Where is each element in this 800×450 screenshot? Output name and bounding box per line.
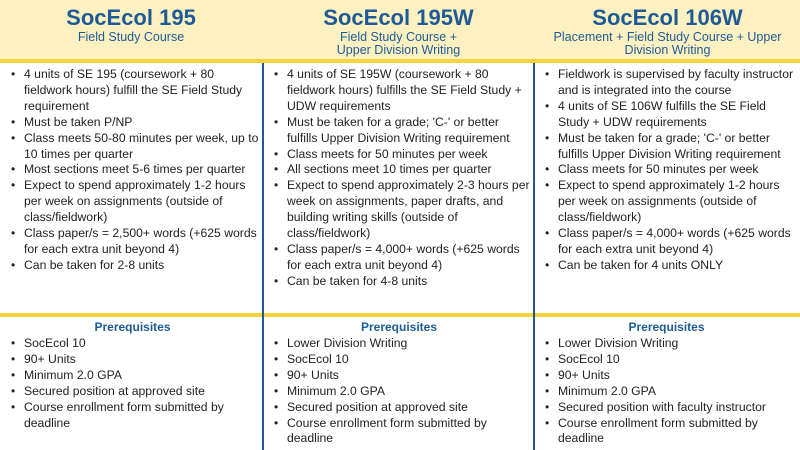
course-subtitle: Placement + Field Study Course + Upper Division Writing <box>553 30 782 57</box>
list-item: • 90+ Units <box>544 368 789 384</box>
list-item: • Can be taken for 4-8 units <box>273 274 531 290</box>
list-item: • 90+ Units <box>273 368 525 384</box>
list-item: • Course enrollment form submitted by deadline <box>544 416 789 448</box>
list-item: • Minimum 2.0 GPA <box>544 384 789 400</box>
list-item: • Most sections meet 5-6 times per quarter <box>10 162 260 178</box>
prerequisites-divider <box>0 313 800 317</box>
list-item: • Minimum 2.0 GPA <box>273 384 525 400</box>
column-header-socecol-195 <box>0 0 262 60</box>
list-item: • All sections meet 10 times per quarter <box>273 162 531 178</box>
list-item: • SocEcol 10 <box>544 352 789 368</box>
list-item: • Class meets 50-80 minutes per week, up to 10 times per quarter <box>10 131 260 163</box>
list-item: • Class meets for 50 minutes per week <box>544 162 794 178</box>
list-item: • Can be taken for 2-8 units <box>10 258 260 274</box>
list-item: • Class paper/s = 2,500+ words (+625 words for each extra unit beyond 4) <box>10 226 260 258</box>
list-item: • 4 units of SE 195 (coursework + 80 fieldwork hours) fulfill the SE Field Study requirement <box>10 67 260 115</box>
course-subtitle: Field Study Course + Upper Division Writing <box>336 30 461 57</box>
list-item: • Secured position with faculty instructor <box>544 400 789 416</box>
column-divider-1 <box>262 63 264 450</box>
prerequisites-heading: Prerequisites <box>628 320 705 334</box>
course-title: SocEcol 106W <box>592 5 743 30</box>
list-item: • 4 units of SE 195W (coursework + 80 fieldwork hours) fulfills the SE Field Study + UDW requirements <box>273 67 531 115</box>
prerequisites-socecol-195 <box>10 320 255 431</box>
list-item: • Lower Division Writing <box>273 336 525 352</box>
course-title: SocEcol 195W <box>323 5 474 30</box>
list-item: • Expect to spend approximately 1-2 hours per week on assignments (outside of class/fieldwork) <box>10 178 260 226</box>
list-item: • SocEcol 10 <box>10 336 255 352</box>
column-divider-2 <box>533 63 535 450</box>
course-subtitle: Field Study Course <box>77 30 185 44</box>
list-item: • Lower Division Writing <box>544 336 789 352</box>
course-details-socecol-195w <box>273 67 531 290</box>
list-item: • Can be taken for 4 units ONLY <box>544 258 794 274</box>
list-item: • SocEcol 10 <box>273 352 525 368</box>
prerequisites-socecol-106w <box>544 320 789 447</box>
course-details-socecol-106w <box>544 67 794 274</box>
course-title: SocEcol 195 <box>66 5 196 30</box>
list-item: • Class paper/s = 4,000+ words (+625 words for each extra unit beyond 4) <box>544 226 794 258</box>
list-item: • 90+ Units <box>10 352 255 368</box>
list-item: • Expect to spend approximately 1-2 hours per week on assignments (outside of class/fieldwork) <box>544 178 794 226</box>
list-item: • Class meets for 50 minutes per week <box>273 147 531 163</box>
list-item: • 4 units of SE 106W fulfills the SE Field Study + UDW requirements <box>544 99 794 131</box>
course-details-socecol-195 <box>10 67 260 274</box>
list-item: • Minimum 2.0 GPA <box>10 368 255 384</box>
prerequisites-list <box>10 336 255 431</box>
column-header-socecol-195w <box>264 0 533 60</box>
list-item: • Secured position at approved site <box>273 400 525 416</box>
list-item: • Must be taken for a grade; 'C-' or better fulfills Upper Division Writing requirement <box>544 131 794 163</box>
list-item: • Fieldwork is supervised by faculty instructor and is integrated into the course <box>544 67 794 99</box>
prerequisites-list <box>544 336 789 447</box>
course-details-list <box>10 67 260 274</box>
list-item: • Expect to spend approximately 2-3 hours per week on assignments, paper drafts, and building writing skills (outside of class/fieldwork) <box>273 178 531 242</box>
list-item: • Must be taken P/NP <box>10 115 260 131</box>
list-item: • Class paper/s = 4,000+ words (+625 words for each extra unit beyond 4) <box>273 242 531 274</box>
list-item: • Must be taken for a grade; 'C-' or better fulfills Upper Division Writing requirement <box>273 115 531 147</box>
list-item: • Secured position at approved site <box>10 384 255 400</box>
prerequisites-list <box>273 336 525 447</box>
course-details-list <box>544 67 794 274</box>
column-header-socecol-106w <box>535 0 800 60</box>
list-item: • Course enrollment form submitted by deadline <box>273 416 525 448</box>
prerequisites-heading: Prerequisites <box>360 320 438 334</box>
list-item: • Course enrollment form submitted by deadline <box>10 400 255 432</box>
prerequisites-heading: Prerequisites <box>94 320 171 334</box>
prerequisites-socecol-195w <box>273 320 525 447</box>
course-details-list <box>273 67 531 290</box>
